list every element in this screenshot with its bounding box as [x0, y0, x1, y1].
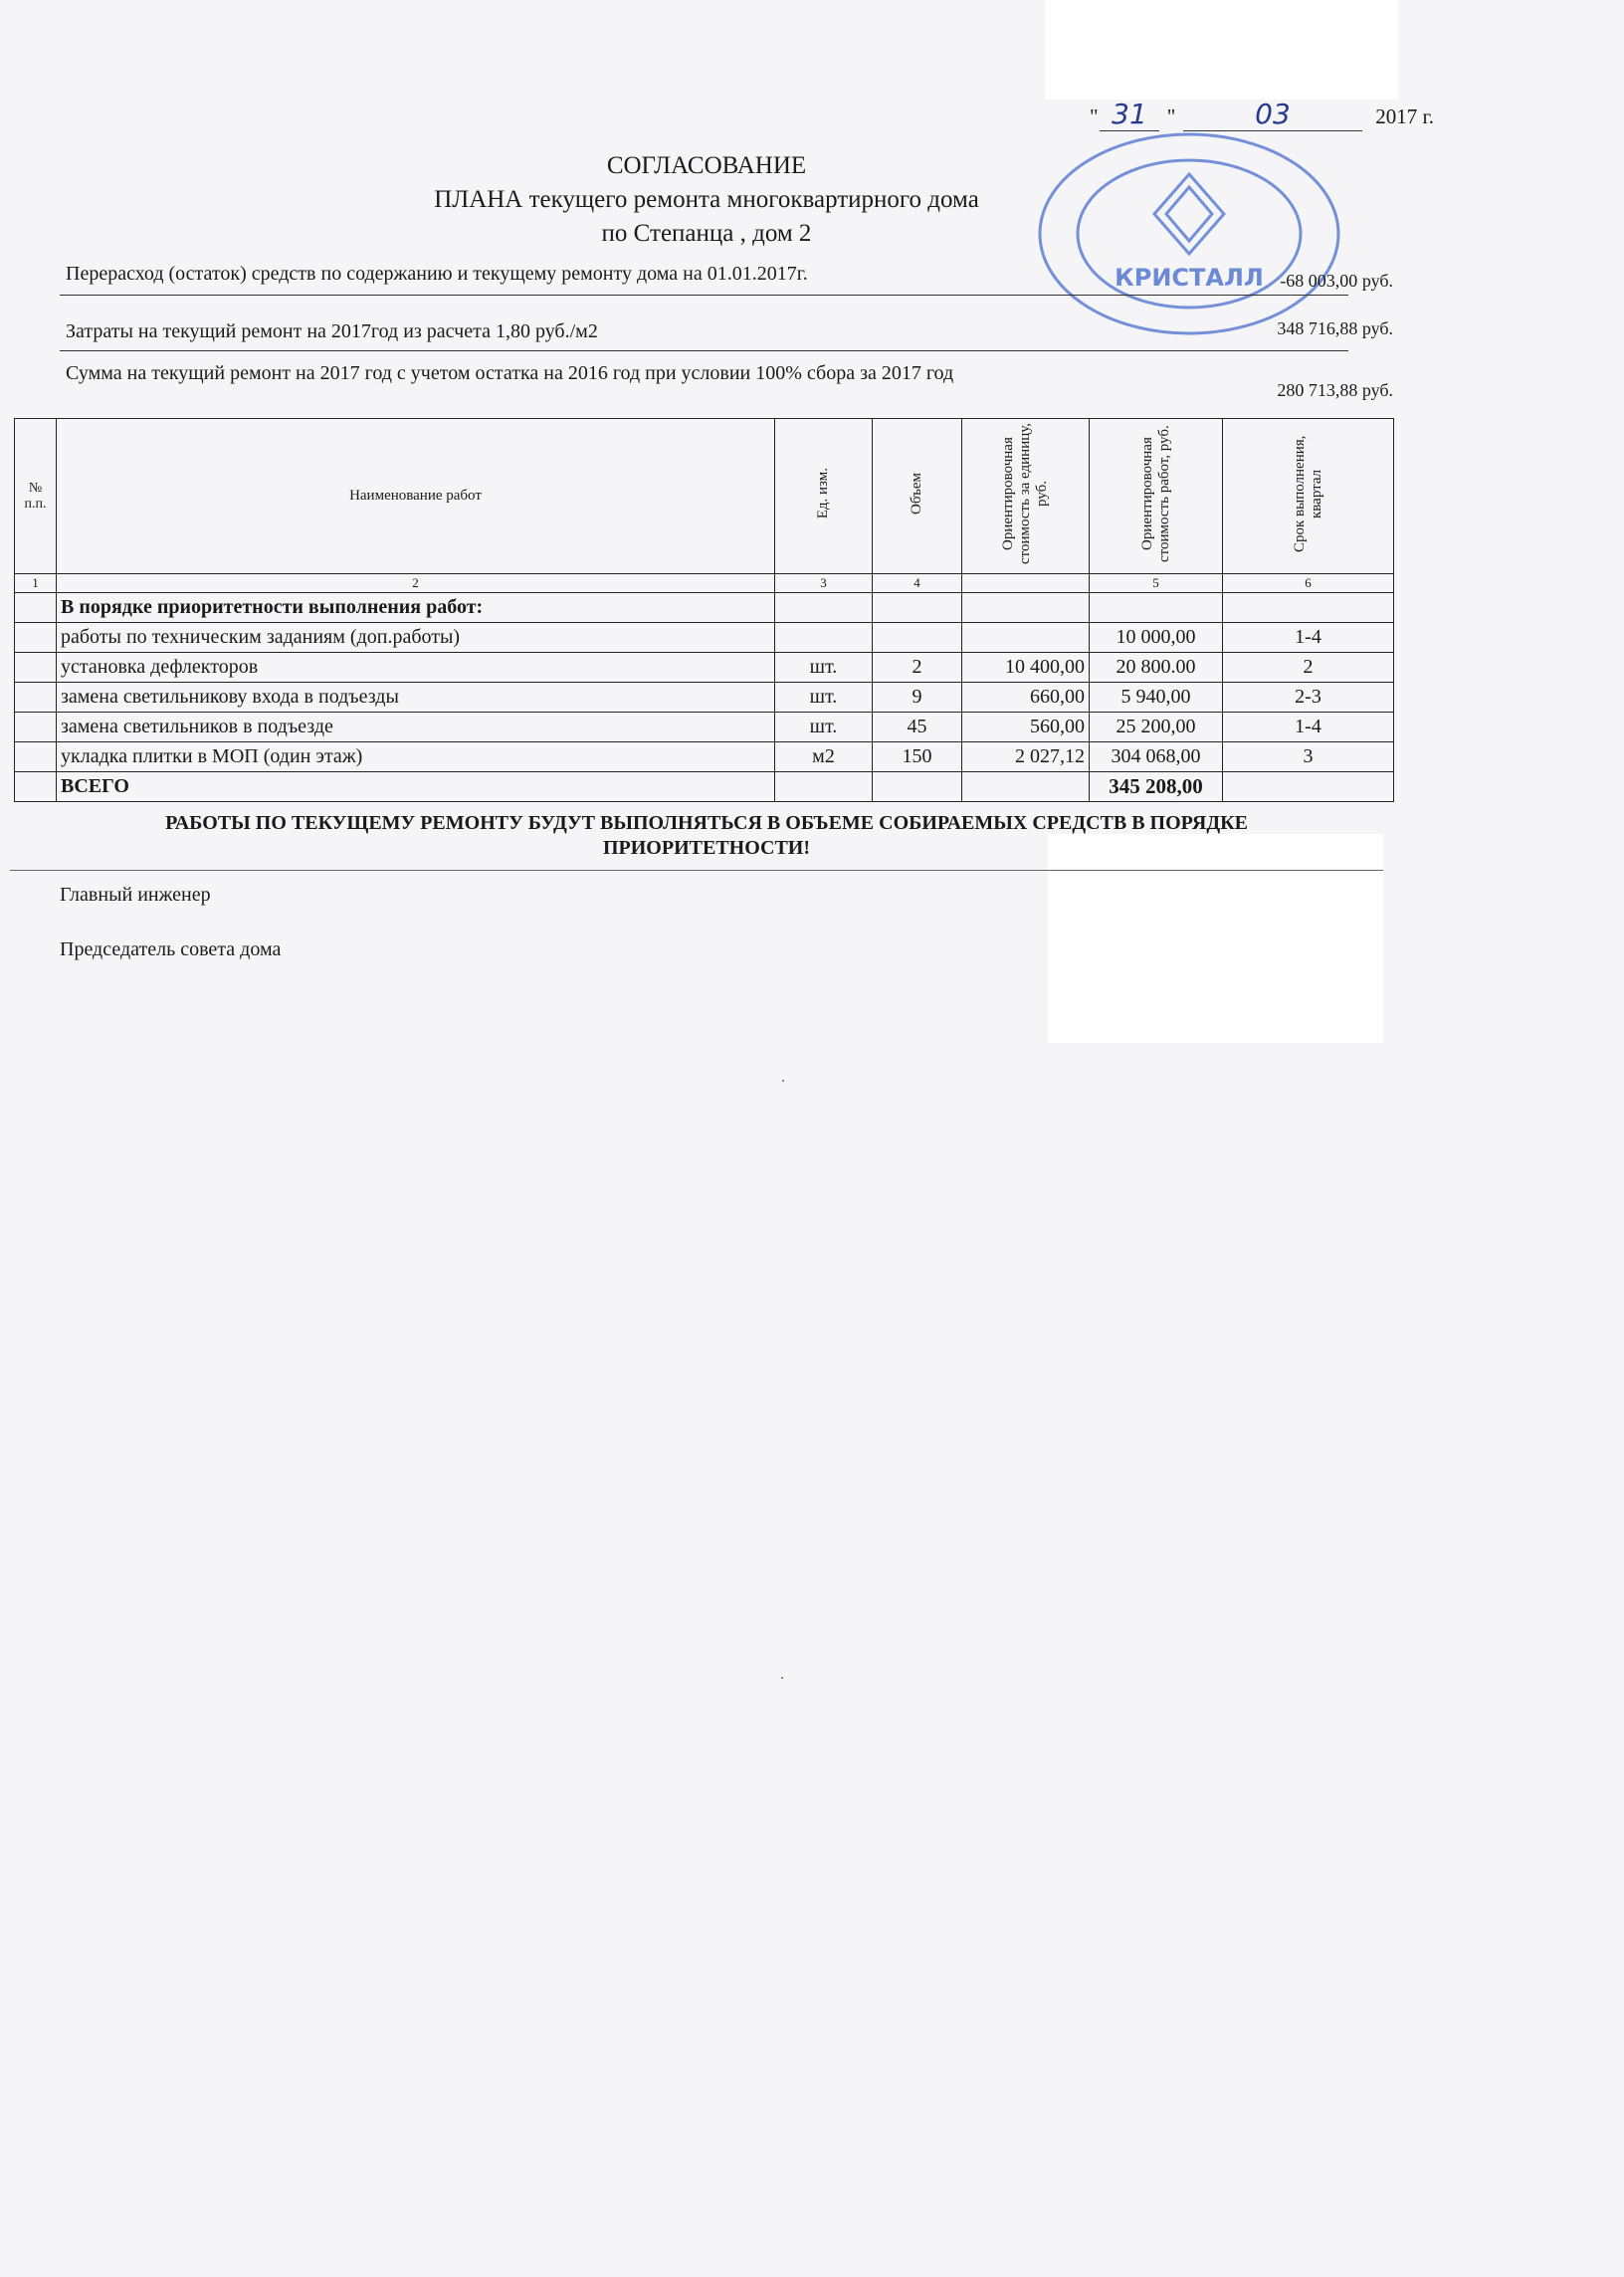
work-volume: 9 — [873, 683, 962, 713]
table-row — [15, 653, 1394, 683]
work-name: замена светильникову входа в подъезды — [57, 683, 775, 713]
col-header-unit-cost: Ориентировочная стоимость за единицу, руб. — [1000, 423, 1050, 564]
date-line: " 31 " 03 2017 г. — [1090, 98, 1434, 130]
row-num-cell — [15, 653, 57, 683]
table-row — [15, 742, 1394, 772]
row-num-cell — [15, 742, 57, 772]
col-header-deadline-cell — [1223, 419, 1394, 574]
work-total: 25 200,00 — [1090, 713, 1223, 742]
work-unit-cost — [962, 623, 1090, 653]
empty-cell — [775, 593, 873, 623]
work-unit-cost: 560,00 — [962, 713, 1090, 742]
work-unit-cost: 10 400,00 — [962, 653, 1090, 683]
work-volume: 150 — [873, 742, 962, 772]
col-number: 5 — [1090, 574, 1223, 593]
work-unit-cost: 2 027,12 — [962, 742, 1090, 772]
work-unit — [775, 623, 873, 653]
document-title — [378, 149, 1035, 251]
empty-cell — [15, 772, 57, 802]
council-chairman-label: Председатель совета дома — [60, 938, 282, 960]
sum-label: Сумма на текущий ремонт на 2017 год с учетом остатка на 2016 год при условии 100% сбора за 2017 год — [66, 362, 954, 384]
row-num-cell — [15, 623, 57, 653]
table-header-row — [15, 419, 1394, 574]
col-number — [962, 574, 1090, 593]
chief-engineer-label: Главный инженер — [60, 884, 211, 906]
section-title: В порядке приоритетности выполнения работ: — [57, 593, 775, 623]
work-quarter: 2 — [1223, 653, 1394, 683]
column-numbers-row — [15, 574, 1394, 593]
currency-label: руб. — [1361, 318, 1393, 338]
work-quarter: 3 — [1223, 742, 1394, 772]
work-name: замена светильников в подъезде — [57, 713, 775, 742]
empty-cell — [1223, 593, 1394, 623]
scan-speck — [782, 1080, 784, 1082]
row-num-cell — [15, 713, 57, 742]
date-day: 31 — [1100, 98, 1159, 131]
table-row — [15, 713, 1394, 742]
col-header-volume-cell — [873, 419, 962, 574]
costs-value-row — [1174, 318, 1393, 339]
work-unit: шт. — [775, 683, 873, 713]
work-volume: 45 — [873, 713, 962, 742]
overspend-label: Перерасход (остаток) средств по содержанию и текущему ремонту дома на 01.01.2017г. — [66, 263, 808, 285]
table-row — [15, 623, 1394, 653]
col-header-unit: Ед. изм. — [815, 468, 831, 519]
title-line-3: по Степанца , дом 2 — [601, 220, 812, 247]
section-row — [15, 593, 1394, 623]
currency-label: руб. — [1361, 271, 1393, 291]
col-header-unit-cell — [775, 419, 873, 574]
date-month: 03 — [1183, 98, 1362, 131]
col-header-num: № п.п. — [15, 419, 57, 574]
col-header-name: Наименование работ — [57, 419, 775, 574]
total-value: 345 208,00 — [1090, 772, 1223, 802]
note-line-2: ПРИОРИТЕТНОСТИ! — [602, 837, 811, 859]
empty-cell — [873, 772, 962, 802]
work-quarter: 1-4 — [1223, 713, 1394, 742]
work-quarter: 2-3 — [1223, 683, 1394, 713]
col-number: 3 — [775, 574, 873, 593]
redacted-approval-block — [1045, 0, 1398, 100]
work-volume: 2 — [873, 653, 962, 683]
work-total: 20 800.00 — [1090, 653, 1223, 683]
row-num-cell — [15, 683, 57, 713]
work-unit: шт. — [775, 713, 873, 742]
costs-rule — [60, 350, 1348, 351]
total-row — [15, 772, 1394, 802]
note-line-1: РАБОТЫ ПО ТЕКУЩЕМУ РЕМОНТУ БУДУТ ВЫПОЛНЯТЬСЯ В ОБЪЕМЕ СОБИРАЕМЫХ СРЕДСТВ В ПОРЯДКЕ — [165, 812, 1248, 834]
note-rule — [10, 870, 1383, 871]
empty-cell — [962, 593, 1090, 623]
overspend-rule — [60, 295, 1348, 296]
empty-cell — [775, 772, 873, 802]
work-volume — [873, 623, 962, 653]
title-line-1: СОГЛАСОВАНИЕ — [606, 152, 807, 179]
title-line-2: ПЛАНА текущего ремонта многоквартирного дома — [434, 186, 979, 213]
col-number: 6 — [1223, 574, 1394, 593]
sum-value: 280 713,88 — [1277, 380, 1358, 400]
col-number: 4 — [873, 574, 962, 593]
work-unit-cost: 660,00 — [962, 683, 1090, 713]
date-year: 2017 г. — [1375, 104, 1434, 128]
col-header-total-cost-cell — [1090, 419, 1223, 574]
work-total: 5 940,00 — [1090, 683, 1223, 713]
overspend-value: -68 003,00 — [1280, 271, 1358, 291]
scan-speck — [781, 1677, 783, 1679]
work-name: работы по техническим заданиям (доп.работы) — [57, 623, 775, 653]
col-header-volume: Объем — [909, 473, 924, 515]
stamp-text: КРИСТАЛЛ — [1115, 264, 1264, 292]
redacted-signature-block — [1048, 834, 1383, 1043]
work-unit: шт. — [775, 653, 873, 683]
empty-cell — [1090, 593, 1223, 623]
col-number: 1 — [15, 574, 57, 593]
work-name: укладка плитки в МОП (один этаж) — [57, 742, 775, 772]
empty-cell — [873, 593, 962, 623]
priority-note — [40, 811, 1373, 861]
work-total: 304 068,00 — [1090, 742, 1223, 772]
empty-cell — [1223, 772, 1394, 802]
col-header-total-cost: Ориентировочная стоимость работ, руб. — [1138, 425, 1172, 562]
company-stamp — [1035, 129, 1343, 338]
empty-cell — [15, 593, 57, 623]
work-name: установка дефлекторов — [57, 653, 775, 683]
sum-value-row — [1174, 380, 1393, 401]
work-unit: м2 — [775, 742, 873, 772]
currency-label: руб. — [1361, 380, 1393, 400]
work-total: 10 000,00 — [1090, 623, 1223, 653]
col-header-deadline: Срок выполнения, квартал — [1291, 435, 1324, 552]
costs-value: 348 716,88 — [1277, 318, 1358, 338]
table-row — [15, 683, 1394, 713]
costs-label: Затраты на текущий ремонт на 2017год из расчета 1,80 руб./м2 — [66, 320, 598, 342]
overspend-value-row — [1174, 271, 1393, 292]
work-quarter: 1-4 — [1223, 623, 1394, 653]
works-table — [14, 418, 1394, 802]
empty-cell — [962, 772, 1090, 802]
col-header-unit-cost-cell — [962, 419, 1090, 574]
col-number: 2 — [57, 574, 775, 593]
total-label: ВСЕГО — [57, 772, 775, 802]
